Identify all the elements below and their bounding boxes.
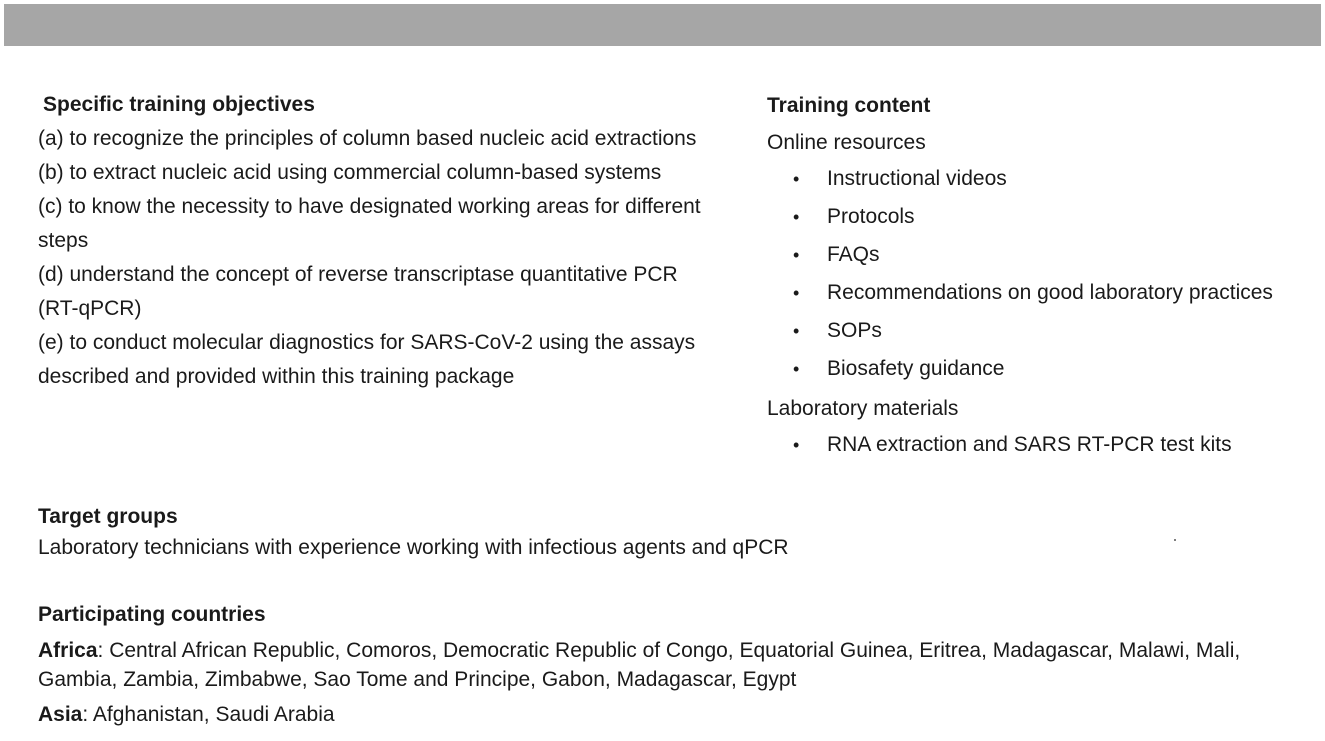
region-africa: [38, 636, 1298, 694]
bullet-icon: •: [793, 207, 800, 227]
online-resources-list: [767, 162, 1307, 386]
target-groups-section: [38, 501, 1288, 563]
list-item: [767, 428, 1307, 462]
list-item: [767, 352, 1307, 386]
region-country-list: Central African Republic, Comoros, Democratic Republic of Congo, Equatorial Guinea, Eritrea, Madagascar, Malawi, Mali, Gambia, Zambia, Zimbabwe, Sao Tome and Principe, Gabon, Madagascar, Egypt: [38, 639, 1241, 691]
training-content-heading: Training content: [767, 94, 931, 117]
list-item-text: Protocols: [827, 205, 915, 228]
region-asia: [38, 700, 1298, 729]
objective-item: (e) to conduct molecular diagnostics for SARS-CoV-2 using the assays described and provided within this training package: [38, 331, 696, 388]
list-item-text: Instructional videos: [827, 167, 1007, 190]
list-item: [767, 276, 1307, 310]
bullet-icon: •: [793, 359, 800, 379]
list-item: [767, 200, 1307, 234]
laboratory-materials-list: [767, 428, 1307, 462]
list-item: [767, 162, 1307, 196]
participating-countries-heading: Participating countries: [38, 603, 266, 626]
region-name: Africa: [38, 639, 98, 662]
list-item-text: Recommendations on good laboratory practices: [827, 281, 1273, 304]
header-bar: [4, 4, 1321, 46]
participating-countries-section: [38, 598, 1298, 735]
list-item: [767, 314, 1307, 348]
bullet-icon: •: [793, 283, 800, 303]
list-item: [767, 238, 1307, 272]
target-groups-text: Laboratory technicians with experience working with infectious agents and qPCR: [38, 536, 789, 559]
bullet-icon: •: [793, 245, 800, 265]
list-item-text: SOPs: [827, 319, 882, 342]
training-content-section: [767, 88, 1307, 466]
objective-item: (d) understand the concept of reverse transcriptase quantitative PCR (RT-qPCR): [38, 263, 678, 320]
list-item-text: RNA extraction and SARS RT-PCR test kits: [827, 433, 1232, 456]
objective-item: (c) to know the necessity to have designated working areas for different steps: [38, 195, 701, 252]
objective-item: (b) to extract nucleic acid using commercial column-based systems: [38, 161, 662, 184]
online-resources-label: Online resources: [767, 131, 926, 154]
region-name: Asia: [38, 703, 83, 726]
region-country-list: Afghanistan, Saudi Arabia: [92, 703, 335, 726]
region-separator: :: [97, 639, 110, 662]
bullet-icon: •: [793, 435, 800, 455]
objectives-section: [38, 88, 718, 394]
region-separator: :: [82, 703, 93, 726]
objective-item: (a) to recognize the principles of column based nucleic acid extractions: [38, 127, 697, 150]
objectives-heading: Specific training objectives: [43, 93, 315, 116]
bullet-icon: •: [793, 169, 800, 189]
target-groups-heading: Target groups: [38, 505, 178, 528]
laboratory-materials-label: Laboratory materials: [767, 397, 959, 420]
list-item-text: Biosafety guidance: [827, 357, 1005, 380]
bullet-icon: •: [793, 321, 800, 341]
list-item-text: FAQs: [827, 243, 880, 266]
